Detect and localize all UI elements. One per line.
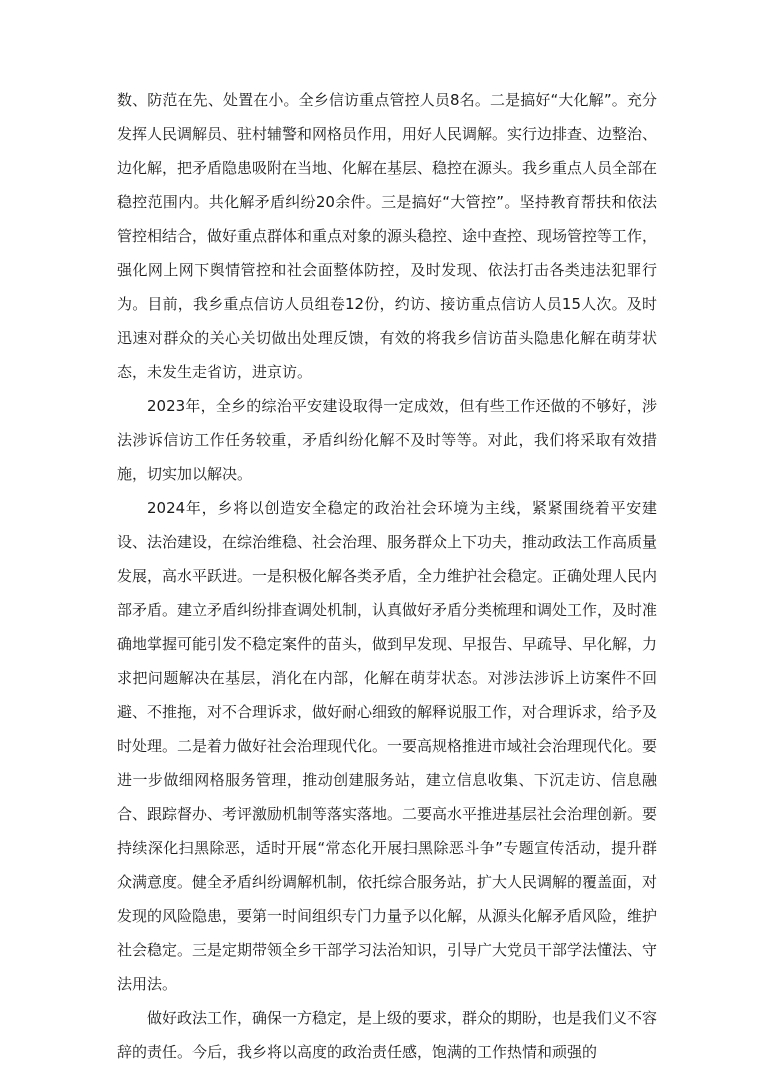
paragraph-continuation: 数、防范在先、处置在小。全乡信访重点管控人员8名。二是搞好“大化解”。充分发挥人民调解员、驻村辅警和网格员作用，用好人民调解。实行边排查、边整治、边化解，把矛盾隐患吸附在当地、化解在基层、稳控在源头。我乡重点人员全部在稳控范围内。共化解矛盾纠纷20余件。三是搞好“大管控”。坚持教育帮扶和依法管控相结合，做好重点群体和重点对象的源头稳控、途中查控、现场管控等工作，强化网上网下舆情管控和社会面整体防控，及时发现、依法打击各类违法犯罪行为。目前，我乡重点信访人员组卷12份，约访、接访重点信访人员15人次。及时迅速对群众的关心关切做出处理反馈，有效的将我乡信访苗头隐患化解在萌芽状态，未发生走省访，进京访。 [117,91,658,381]
paragraph-conclusion: 做好政法工作，确保一方稳定，是上级的要求，群众的期盼，也是我们义不容辞的责任。今后，我乡将以高度的政治责任感，饱满的工作热情和顽强的 [117,1009,658,1061]
document-body [117,83,657,1069]
paragraph-2023-summary: 2023年，全乡的综治平安建设取得一定成效，但有些工作还做的不够好，涉法涉诉信访工作任务较重，矛盾纠纷化解不及时等等。对此，我们将采取有效措施，切实加以解决。 [117,397,657,483]
paragraph-2024-plan: 2024年，乡将以创造安全稳定的政治社会环境为主线，紧紧围绕着平安建设、法治建设，在综治维稳、社会治理、服务群众上下功夫，推动政法工作高质量发展，高水平跃进。一是积极化解各类矛盾，全力维护社会稳定。正确处理人民内部矛盾。建立矛盾纠纷排查调处机制，认真做好矛盾分类梳理和调处工作，及时准确地掌握可能引发不稳定案件的苗头，做到早发现、早报告、早疏导、早化解，力求把问题解决在基层，消化在内部，化解在萌芽状态。对涉法涉诉上访案件不回避、不推拖，对不合理诉求，做好耐心细致的解释说服工作，对合理诉求，给予及时处理。二是着力做好社会治理现代化。一要高规格推进市域社会治理现代化。要进一步做细网格服务管理，推动创建服务站，建立信息收集、下沉走访、信息融合、跟踪督办、考评激励机制等落实落地。二要高水平推进基层社会治理创新。要持续深化扫黑除恶，适时开展“常态化开展扫黑除恶斗争”专题宣传活动，提升群众满意度。健全矛盾纠纷调解机制，依托综合服务站，扩大人民调解的覆盖面，对发现的风险隐患，要第一时间组织专门力量予以化解，从源头化解矛盾风险，维护社会稳定。三是定期带领全乡干部学习法治知识，引导广大党员干部学法懂法、守法用法。 [117,499,658,993]
